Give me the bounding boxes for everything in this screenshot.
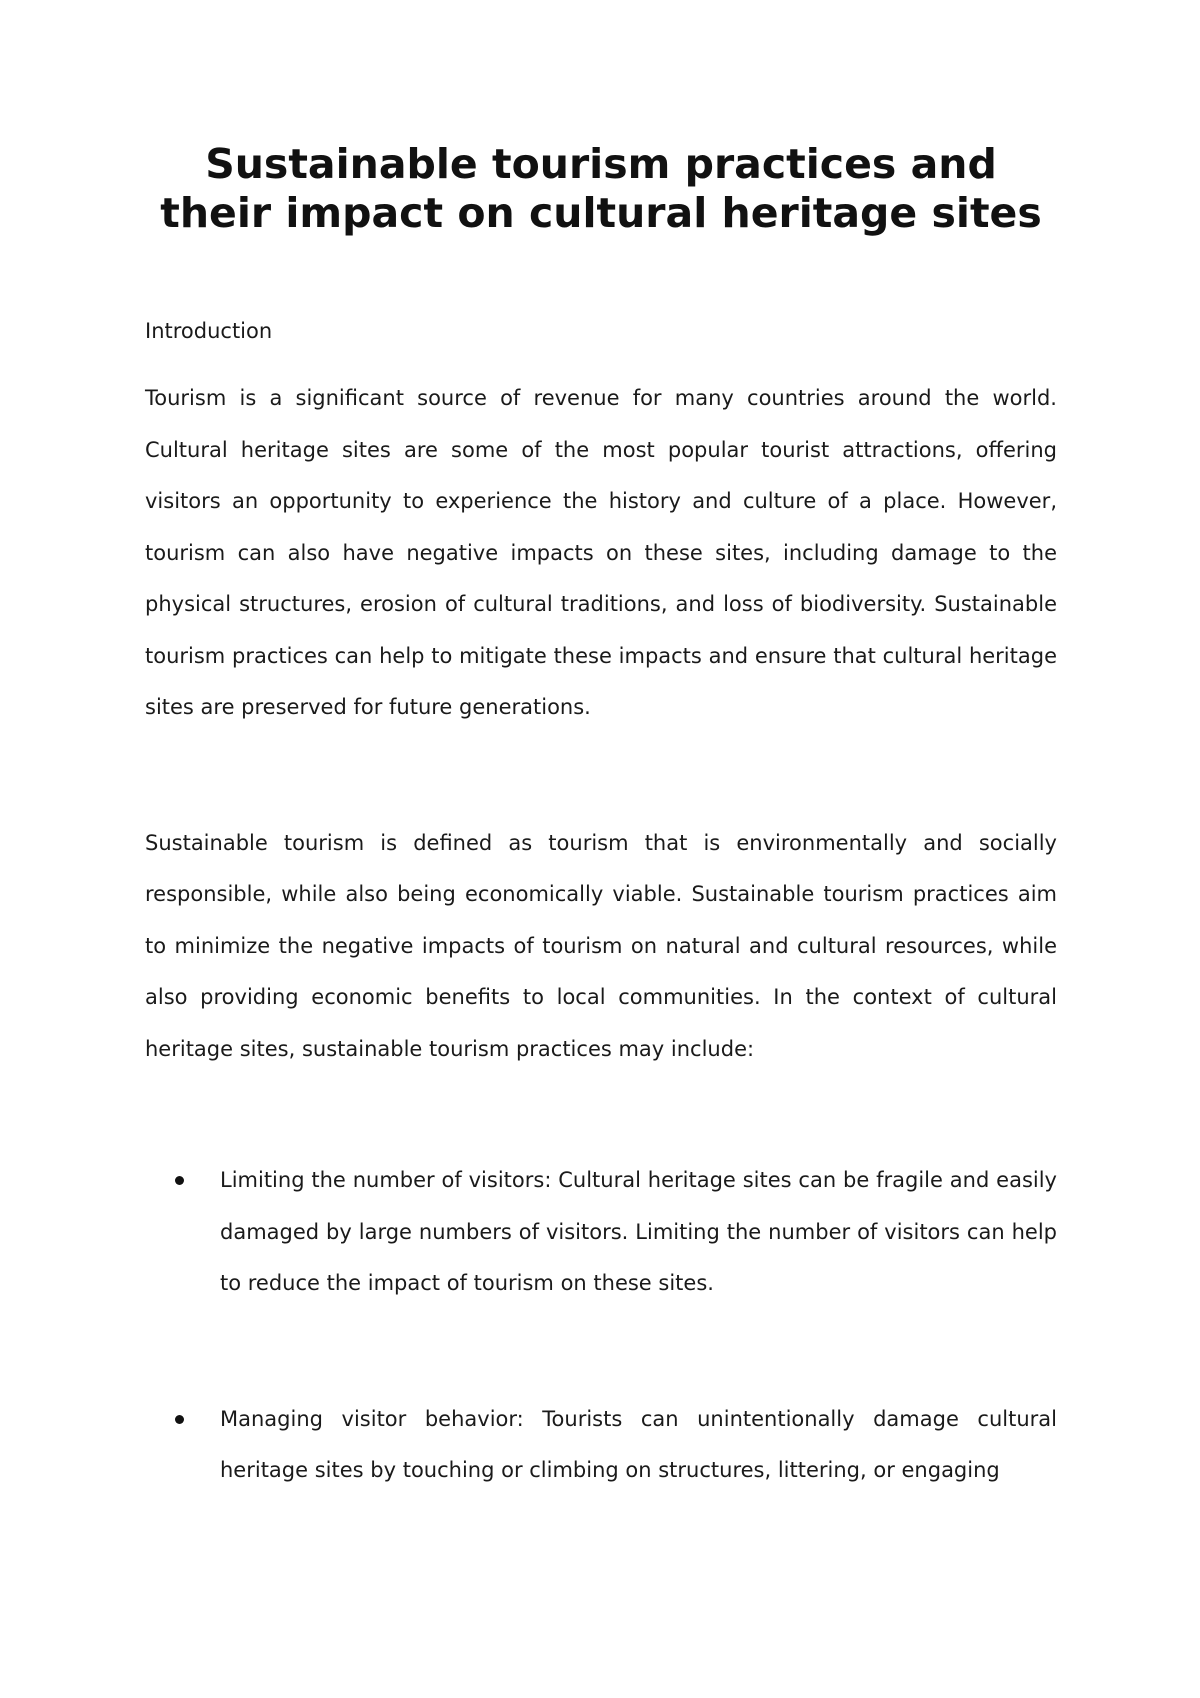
bullet-icon: [175, 1176, 184, 1185]
paragraph-definition: Sustainable tourism is defined as tourism that is environmentally and socially responsible, while also being economically viable. Sustainable tourism practices aim to minimize the negative impacts of tourism on natural and cultural resources, while also providing economic benefits to local communities. In the context of cultural heritage sites, sustainable tourism practices may include:: [145, 830, 1057, 1061]
bullet-item-managing-behavior: [145, 1394, 1057, 1497]
practices-bullet-list: [145, 1155, 1057, 1497]
document-title: Sustainable tourism practices and their impact on cultural heritage sites: [160, 140, 1042, 237]
bullet-text: Managing visitor behavior: Tourists can unintentionally damage cultural heritage sites by touching or climbing on structures, littering, or engaging: [220, 1406, 1057, 1482]
bullet-icon: [175, 1415, 184, 1424]
bullet-item-limiting-visitors: [145, 1155, 1057, 1310]
document-content: [145, 140, 1057, 1497]
bullet-text: Limiting the number of visitors: Cultural heritage sites can be fragile and easily damaged by large numbers of visitors. Limiting the number of visitors can help to reduce the impact of tourism on these sites.: [220, 1168, 1057, 1295]
section-heading-introduction: Introduction: [145, 319, 273, 343]
paragraph-intro: Tourism is a significant source of revenue for many countries around the world. Cultural heritage sites are some of the most popular tourist attractions, offering visitors an opportunity to experience the history and culture of a place. However, tourism can also have negative impacts on these sites, including damage to the physical structures, erosion of cultural traditions, and loss of biodiversity. Sustainable tourism practices can help to mitigate these impacts and ensure that cultural heritage sites are preserved for future generations.: [145, 386, 1057, 719]
